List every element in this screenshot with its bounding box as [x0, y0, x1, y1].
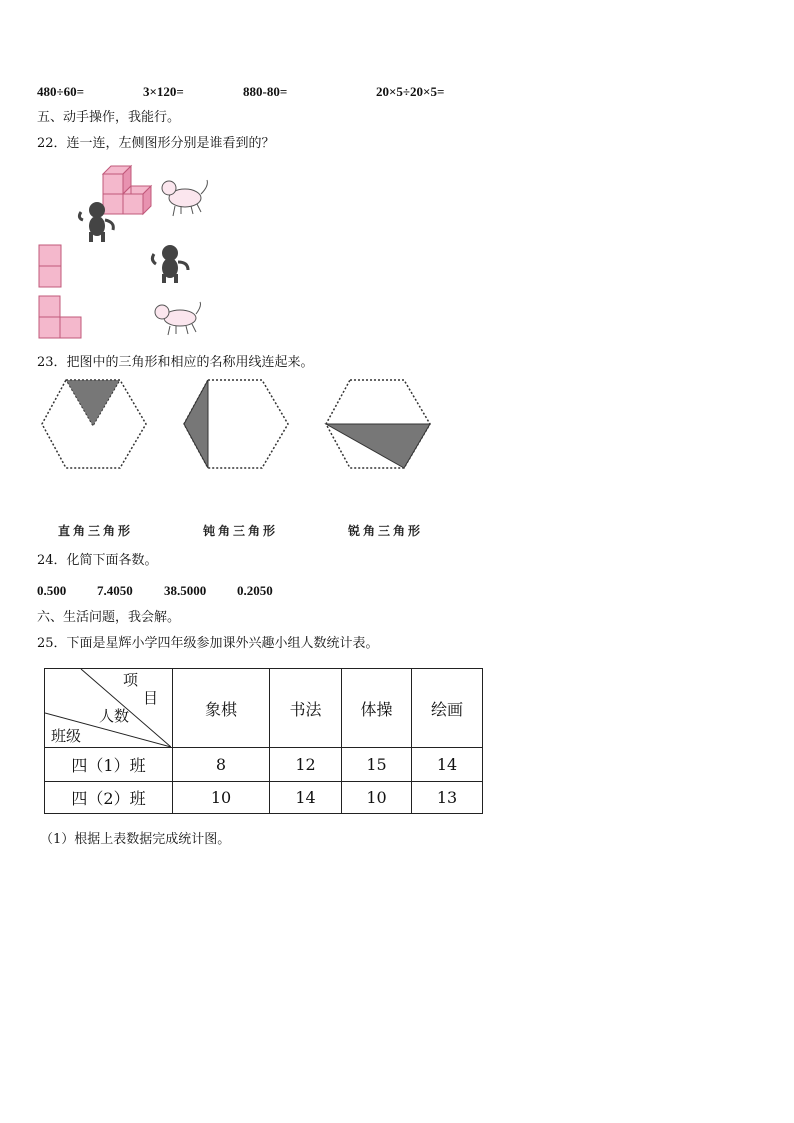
table-header-row — [45, 669, 483, 748]
table-corner-cell — [45, 669, 173, 748]
dog-icon — [150, 300, 202, 338]
hexagon-1 — [40, 376, 152, 472]
corner-label-class: 班级 — [51, 727, 82, 745]
table-col-header: 书法 — [270, 669, 342, 748]
hexagon-3 — [324, 376, 436, 472]
section-5-title: 五、动手操作，我能行。 — [37, 110, 181, 125]
arith-item-1: 480÷60= — [37, 84, 85, 99]
table-cell: 10 — [342, 782, 412, 814]
table-cell: 13 — [412, 782, 483, 814]
corner-label-count: 人数 — [99, 707, 130, 725]
table-cell: 14 — [270, 782, 342, 814]
section-6-title: 六、生活问题，我会解。 — [37, 610, 181, 625]
question-22: 22．连一连，左侧图形分别是谁看到的？ — [37, 136, 275, 151]
decimal-4: 0.2050 — [237, 583, 273, 598]
decimal-2: 7.4050 — [97, 583, 133, 598]
arith-item-2: 3×120= — [143, 84, 184, 99]
hexagon-2 — [182, 376, 294, 472]
table-cell: 12 — [270, 748, 342, 782]
table-cell: 10 — [173, 782, 270, 814]
decimal-1: 0.500 — [37, 583, 67, 598]
arith-item-3: 880-80= — [243, 84, 288, 99]
cube-figure-illustration — [75, 160, 215, 245]
table-cell: 15 — [342, 748, 412, 782]
table-row — [45, 748, 483, 782]
table-cell: 8 — [173, 748, 270, 782]
table-cell: 14 — [412, 748, 483, 782]
decimal-3: 38.5000 — [164, 583, 207, 598]
monkey-icon — [150, 244, 192, 284]
table-col-header: 体操 — [342, 669, 412, 748]
table-row-name: 四（2）班 — [45, 782, 173, 814]
table-col-header: 绘画 — [412, 669, 483, 748]
interest-group-table — [44, 668, 483, 814]
corner-label-item-2: 目 — [143, 689, 159, 707]
table-row — [45, 782, 483, 814]
view-shape-l-shape — [38, 295, 84, 339]
question-25-part-1: （1）根据上表数据完成统计图。 — [40, 832, 231, 847]
arith-item-4: 20×5÷20×5= — [376, 84, 445, 99]
label-right-triangle: 直角三角形 — [58, 524, 134, 538]
table-col-header: 象棋 — [173, 669, 270, 748]
question-24: 24．化简下面各数。 — [37, 553, 158, 568]
label-acute-triangle: 锐角三角形 — [348, 524, 424, 538]
question-23: 23．把图中的三角形和相应的名称用线连起来。 — [37, 355, 314, 370]
table-row-name: 四（1）班 — [45, 748, 173, 782]
question-25: 25．下面是星辉小学四年级参加课外兴趣小组人数统计表。 — [37, 636, 379, 651]
corner-label-item-1: 项 — [123, 671, 139, 689]
view-shape-two-squares — [38, 244, 64, 288]
label-obtuse-triangle: 钝角三角形 — [203, 524, 279, 538]
